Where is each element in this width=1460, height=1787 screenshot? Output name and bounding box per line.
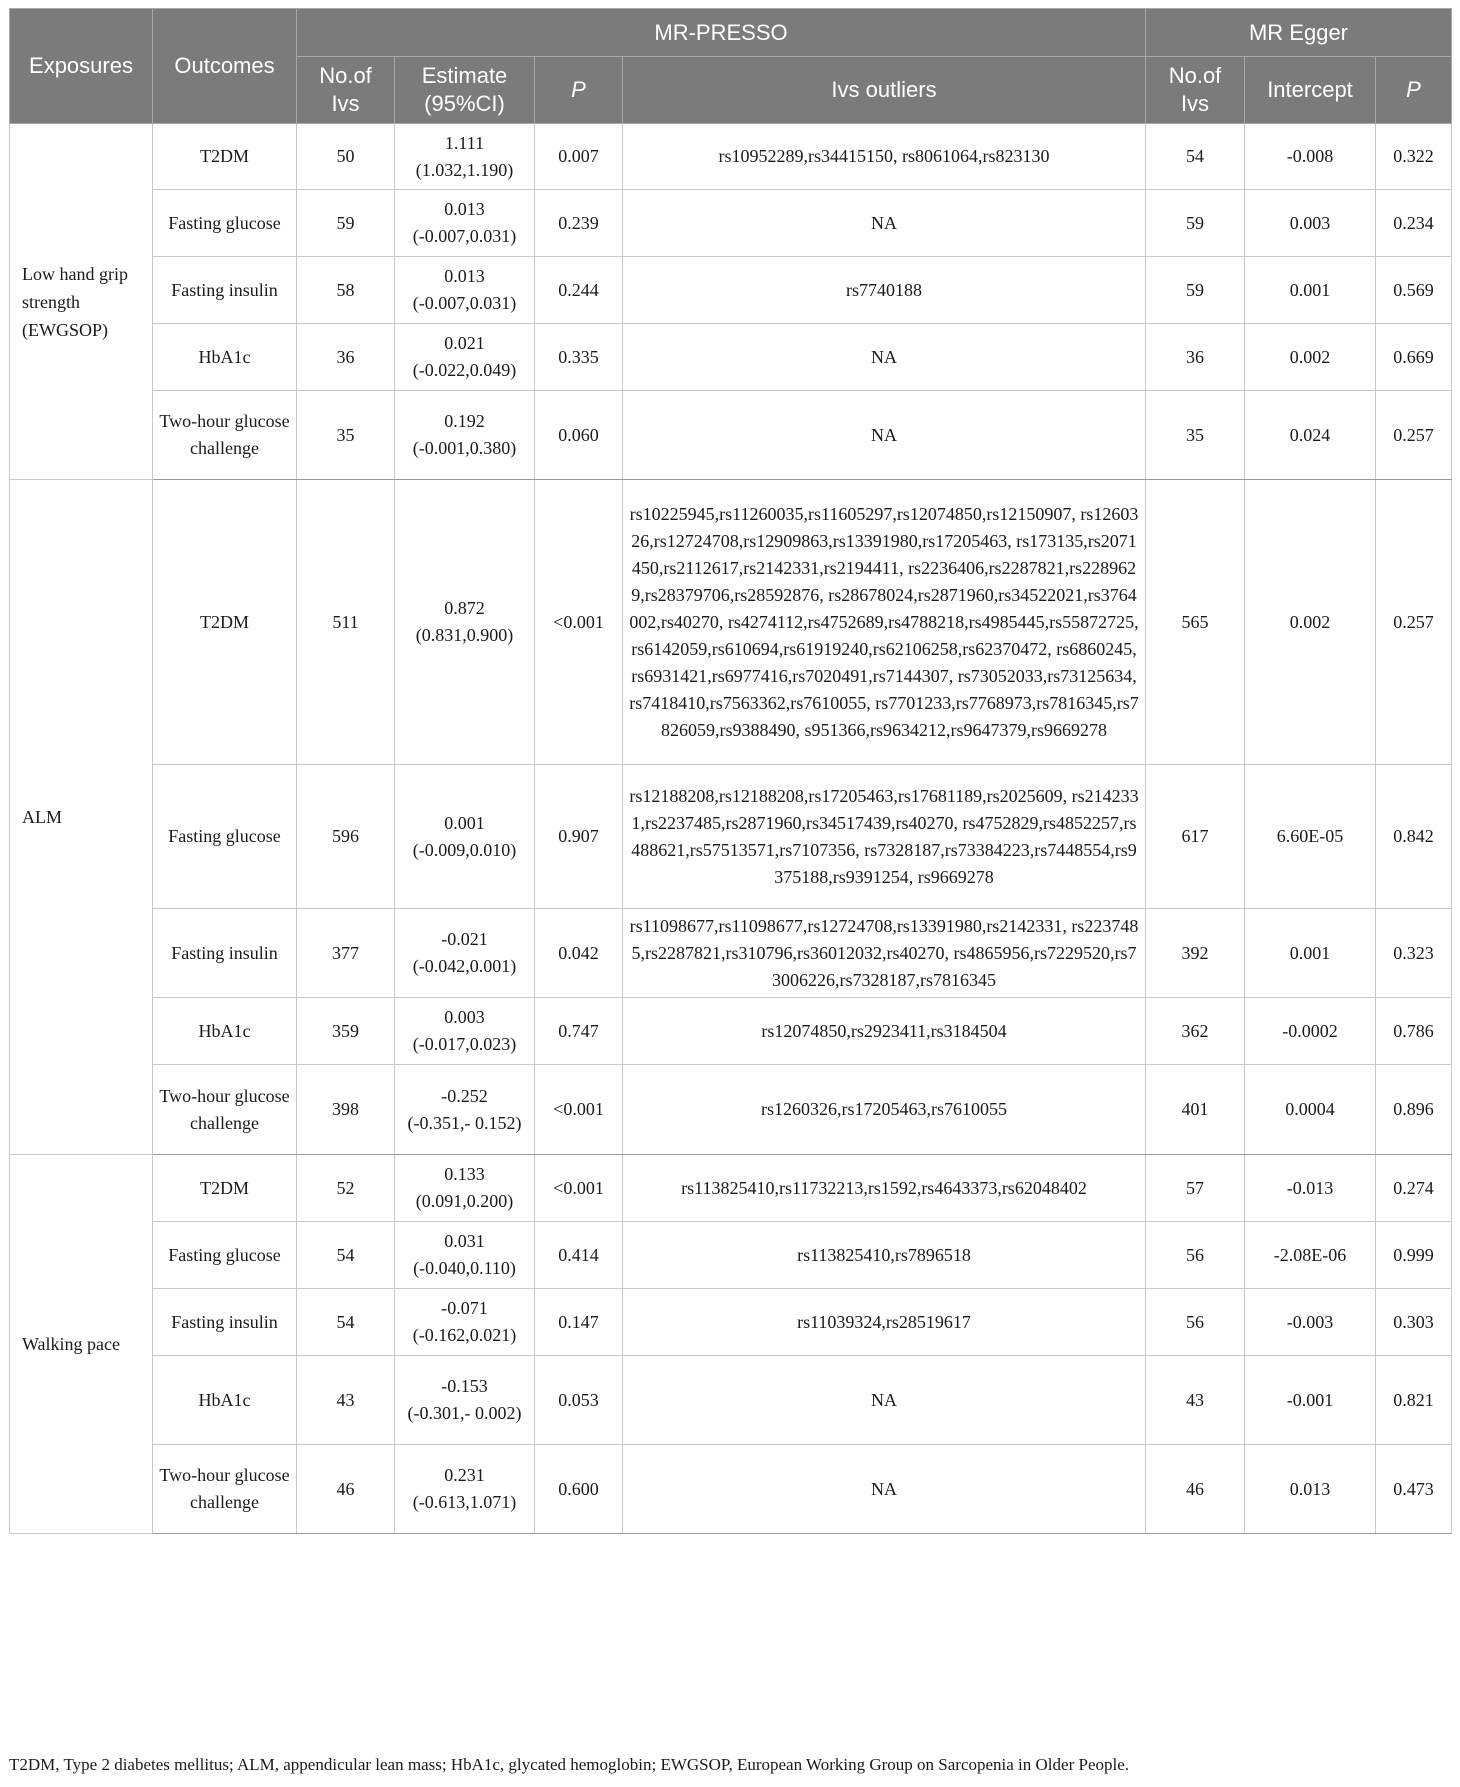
no-of-ivs-cell: 52 (297, 1155, 395, 1222)
p-cell: 0.907 (535, 765, 623, 909)
estimate-ci: (-0.017,0.023) (412, 1034, 517, 1054)
estimate-ci: (-0.007,0.031) (412, 226, 517, 246)
egger-no-of-ivs-cell: 362 (1146, 998, 1245, 1065)
estimate-cell (395, 1155, 535, 1222)
outcome-cell: HbA1c (153, 998, 297, 1065)
egger-p-cell: 0.323 (1376, 909, 1452, 998)
p-cell: 0.747 (535, 998, 623, 1065)
no-of-ivs-cell: 596 (297, 765, 395, 909)
p-cell: 0.244 (535, 257, 623, 324)
exposure-cell: Walking pace (10, 1155, 153, 1534)
ivs-outliers-cell: NA (623, 1356, 1146, 1445)
egger-p-cell: 0.786 (1376, 998, 1452, 1065)
intercept-cell: 0.024 (1245, 391, 1376, 480)
egger-p-cell: 0.257 (1376, 480, 1452, 765)
table-row (10, 480, 1452, 765)
estimate-ci: (-0.301,- 0.002) (407, 1403, 522, 1423)
outcome-cell: Two-hour glucose challenge (153, 1445, 297, 1534)
estimate-ci: (-0.162,0.021) (412, 1325, 517, 1345)
p-cell: 0.007 (535, 124, 623, 190)
p-cell: <0.001 (535, 1065, 623, 1155)
p-cell: 0.335 (535, 324, 623, 391)
ivs-outliers-cell: rs113825410,rs11732213,rs1592,rs4643373,rs62048402 (623, 1155, 1146, 1222)
estimate-cell (395, 190, 535, 257)
table-row (10, 257, 1452, 324)
table-row (10, 1155, 1452, 1222)
header-p: P (535, 57, 623, 124)
intercept-cell: -0.001 (1245, 1356, 1376, 1445)
estimate-value: 0.031 (444, 1231, 485, 1251)
egger-no-of-ivs-cell: 401 (1146, 1065, 1245, 1155)
outcome-cell: T2DM (153, 124, 297, 190)
estimate-value: -0.071 (441, 1298, 488, 1318)
table-row (10, 1356, 1452, 1445)
outcome-cell: T2DM (153, 1155, 297, 1222)
no-of-ivs-cell: 43 (297, 1356, 395, 1445)
p-cell: 0.600 (535, 1445, 623, 1534)
ivs-outliers-cell: rs1260326,rs17205463,rs7610055 (623, 1065, 1146, 1155)
header-mr-egger: MR Egger (1146, 9, 1452, 57)
egger-p-cell: 0.322 (1376, 124, 1452, 190)
table-row (10, 1445, 1452, 1534)
estimate-value: 0.003 (444, 1007, 485, 1027)
estimate-value: 1.111 (444, 132, 485, 153)
estimate-value: 0.013 (444, 266, 485, 286)
ivs-outliers-cell: rs12074850,rs2923411,rs3184504 (623, 998, 1146, 1065)
egger-no-of-ivs-cell: 54 (1146, 124, 1245, 190)
no-of-ivs-cell: 359 (297, 998, 395, 1065)
intercept-cell: -0.008 (1245, 124, 1376, 190)
table-row (10, 391, 1452, 480)
estimate-ci: (-0.022,0.049) (412, 360, 517, 380)
outcome-cell: HbA1c (153, 1356, 297, 1445)
egger-no-of-ivs-cell: 46 (1146, 1445, 1245, 1534)
p-cell: 0.060 (535, 391, 623, 480)
estimate-ci: (-0.040,0.110) (413, 1258, 516, 1278)
no-of-ivs-cell: 54 (297, 1289, 395, 1356)
p-cell: 0.042 (535, 909, 623, 998)
table-row (10, 1065, 1452, 1155)
outcome-cell: Fasting glucose (153, 1222, 297, 1289)
estimate-cell (395, 257, 535, 324)
table-row (10, 124, 1452, 190)
table-row (10, 190, 1452, 257)
p-cell: <0.001 (535, 1155, 623, 1222)
estimate-ci: (-0.042,0.001) (412, 956, 517, 976)
header-estimate: Estimate (95%CI) (395, 57, 535, 124)
egger-no-of-ivs-cell: 57 (1146, 1155, 1245, 1222)
egger-p-cell: 0.669 (1376, 324, 1452, 391)
outcome-cell: T2DM (153, 480, 297, 765)
outcome-cell: Fasting glucose (153, 190, 297, 257)
header-egger-no-of-ivs: No.of Ivs (1146, 57, 1245, 124)
intercept-cell: 0.002 (1245, 480, 1376, 765)
no-of-ivs-cell: 54 (297, 1222, 395, 1289)
table-container (9, 8, 1451, 1534)
estimate-value: 0.013 (444, 199, 485, 219)
table-row (10, 324, 1452, 391)
estimate-ci: (0.831,0.900) (415, 625, 514, 645)
outcome-cell: Two-hour glucose challenge (153, 1065, 297, 1155)
header-no-of-ivs: No.of Ivs (297, 57, 395, 124)
egger-no-of-ivs-cell: 392 (1146, 909, 1245, 998)
p-cell: 0.147 (535, 1289, 623, 1356)
ivs-outliers-cell: rs113825410,rs7896518 (623, 1222, 1146, 1289)
ivs-outliers-cell: rs10952289,rs34415150, rs8061064,rs823130 (623, 124, 1146, 190)
estimate-ci: (-0.007,0.031) (412, 293, 517, 313)
p-cell: 0.053 (535, 1356, 623, 1445)
table-row (10, 998, 1452, 1065)
egger-p-cell: 0.569 (1376, 257, 1452, 324)
ivs-outliers-cell: rs11039324,rs28519617 (623, 1289, 1146, 1356)
estimate-cell (395, 1289, 535, 1356)
estimate-value: -0.021 (441, 929, 488, 949)
outcome-cell: Fasting glucose (153, 765, 297, 909)
estimate-cell (395, 124, 535, 190)
estimate-cell (395, 998, 535, 1065)
no-of-ivs-cell: 511 (297, 480, 395, 765)
intercept-cell: 0.001 (1245, 909, 1376, 998)
intercept-cell: 0.0004 (1245, 1065, 1376, 1155)
no-of-ivs-cell: 58 (297, 257, 395, 324)
ivs-outliers-cell: NA (623, 1445, 1146, 1534)
p-cell: <0.001 (535, 480, 623, 765)
no-of-ivs-cell: 35 (297, 391, 395, 480)
ivs-outliers-cell: NA (623, 190, 1146, 257)
intercept-cell: 0.003 (1245, 190, 1376, 257)
intercept-cell: 0.001 (1245, 257, 1376, 324)
estimate-ci: (-0.351,- 0.152) (407, 1112, 522, 1133)
estimate-cell (395, 909, 535, 998)
egger-p-cell: 0.999 (1376, 1222, 1452, 1289)
egger-p-cell: 0.473 (1376, 1445, 1452, 1534)
estimate-ci: (-0.009,0.010) (412, 839, 517, 860)
ivs-outliers-cell: rs7740188 (623, 257, 1146, 324)
ivs-outliers-cell: rs12188208,rs12188208,rs17205463,rs17681189,rs2025609, rs2142331,rs2237485,rs2871960,rs34517439,rs40270, rs4752829,rs4852257,rs488621,rs57513571,rs7107356, rs7328187,rs73384223,rs7448554,rs9375188,rs9391254, rs9669278 (623, 765, 1146, 909)
estimate-cell (395, 1065, 535, 1155)
header-outcomes: Outcomes (153, 9, 297, 124)
table-row (10, 1289, 1452, 1356)
egger-no-of-ivs-cell: 617 (1146, 765, 1245, 909)
estimate-ci: (-0.613,1.071) (412, 1492, 517, 1512)
header-ivs-outliers: Ivs outliers (623, 57, 1146, 124)
estimate-value: 0.872 (444, 598, 485, 618)
intercept-cell: -0.0002 (1245, 998, 1376, 1065)
intercept-cell: 6.60E-05 (1245, 765, 1376, 909)
estimate-value: 0.192 (444, 411, 485, 431)
outcome-cell: Fasting insulin (153, 257, 297, 324)
egger-p-cell: 0.821 (1376, 1356, 1452, 1445)
header-exposures: Exposures (10, 9, 153, 124)
exposure-cell: Low hand grip strength (EWGSOP) (10, 124, 153, 480)
estimate-ci: (-0.001,0.380) (412, 438, 517, 458)
estimate-ci: (0.091,0.200) (415, 1191, 514, 1211)
table-footnote: T2DM, Type 2 diabetes mellitus; ALM, appendicular lean mass; HbA1c, glycated hemoglobin; EWGSOP, European Working Group on Sarcopenia in Older People. (9, 1755, 1130, 1774)
table-row (10, 1222, 1452, 1289)
table-header (10, 9, 1452, 124)
mr-results-table (9, 8, 1452, 1534)
estimate-value: 0.021 (444, 333, 485, 353)
intercept-cell: -0.003 (1245, 1289, 1376, 1356)
exposure-cell: ALM (10, 480, 153, 1155)
table-row (10, 765, 1452, 909)
estimate-value: 0.133 (444, 1164, 485, 1184)
egger-no-of-ivs-cell: 565 (1146, 480, 1245, 765)
header-egger-p: P (1376, 57, 1452, 124)
no-of-ivs-cell: 398 (297, 1065, 395, 1155)
egger-p-cell: 0.896 (1376, 1065, 1452, 1155)
egger-no-of-ivs-cell: 35 (1146, 391, 1245, 480)
no-of-ivs-cell: 36 (297, 324, 395, 391)
estimate-ci: (1.032,1.190) (415, 159, 514, 180)
no-of-ivs-cell: 59 (297, 190, 395, 257)
egger-p-cell: 0.303 (1376, 1289, 1452, 1356)
ivs-outliers-cell: rs11098677,rs11098677,rs12724708,rs13391980,rs2142331, rs2237485,rs2287821,rs310796,rs36012032,rs40270, rs4865956,rs7229520,rs73006226,rs7328187,rs7816345 (623, 909, 1146, 998)
estimate-value: -0.153 (441, 1376, 488, 1396)
estimate-cell (395, 391, 535, 480)
egger-no-of-ivs-cell: 36 (1146, 324, 1245, 391)
outcome-cell: Two-hour glucose challenge (153, 391, 297, 480)
header-mr-presso: MR-PRESSO (297, 9, 1146, 57)
egger-no-of-ivs-cell: 59 (1146, 257, 1245, 324)
egger-p-cell: 0.257 (1376, 391, 1452, 480)
estimate-value: 0.001 (444, 812, 485, 833)
ivs-outliers-cell: NA (623, 391, 1146, 480)
outcome-cell: HbA1c (153, 324, 297, 391)
egger-no-of-ivs-cell: 56 (1146, 1289, 1245, 1356)
egger-no-of-ivs-cell: 56 (1146, 1222, 1245, 1289)
estimate-cell (395, 1222, 535, 1289)
no-of-ivs-cell: 377 (297, 909, 395, 998)
estimate-cell (395, 324, 535, 391)
p-cell: 0.414 (535, 1222, 623, 1289)
ivs-outliers-cell: NA (623, 324, 1146, 391)
intercept-cell: 0.002 (1245, 324, 1376, 391)
table-row (10, 909, 1452, 998)
estimate-cell (395, 480, 535, 765)
no-of-ivs-cell: 46 (297, 1445, 395, 1534)
intercept-cell: -2.08E-06 (1245, 1222, 1376, 1289)
estimate-value: 0.231 (444, 1465, 485, 1485)
egger-p-cell: 0.842 (1376, 765, 1452, 909)
outcome-cell: Fasting insulin (153, 909, 297, 998)
egger-no-of-ivs-cell: 59 (1146, 190, 1245, 257)
estimate-cell (395, 1356, 535, 1445)
estimate-cell (395, 765, 535, 909)
ivs-outliers-cell: rs10225945,rs11260035,rs11605297,rs12074850,rs12150907, rs1260326,rs12724708,rs12909863,rs13391980,rs17205463, rs173135,rs2071450,rs2112617,rs2142331,rs2194411, rs2236406,rs2287821,rs2289629,rs28379706,rs28592876, rs28678024,rs2871960,rs34522021,rs3764002,rs40270, rs4274112,rs4752689,rs4788218,rs4985445,rs55872725, rs6142059,rs610694,rs61919240,rs62106258,rs62370472, rs6860245,rs6931421,rs6977416,rs7020491,rs7144307, rs73052033,rs73125634,rs7418410,rs7563362,rs7610055, rs7701233,rs7768973,rs7816345,rs7826059,rs9388490, s951366,rs9634212,rs9647379,rs9669278 (623, 480, 1146, 765)
table-body (10, 124, 1452, 1534)
egger-no-of-ivs-cell: 43 (1146, 1356, 1245, 1445)
outcome-cell: Fasting insulin (153, 1289, 297, 1356)
no-of-ivs-cell: 50 (297, 124, 395, 190)
intercept-cell: -0.013 (1245, 1155, 1376, 1222)
egger-p-cell: 0.274 (1376, 1155, 1452, 1222)
p-cell: 0.239 (535, 190, 623, 257)
intercept-cell: 0.013 (1245, 1445, 1376, 1534)
estimate-cell (395, 1445, 535, 1534)
estimate-value: -0.252 (441, 1085, 488, 1106)
egger-p-cell: 0.234 (1376, 190, 1452, 257)
header-intercept: Intercept (1245, 57, 1376, 124)
